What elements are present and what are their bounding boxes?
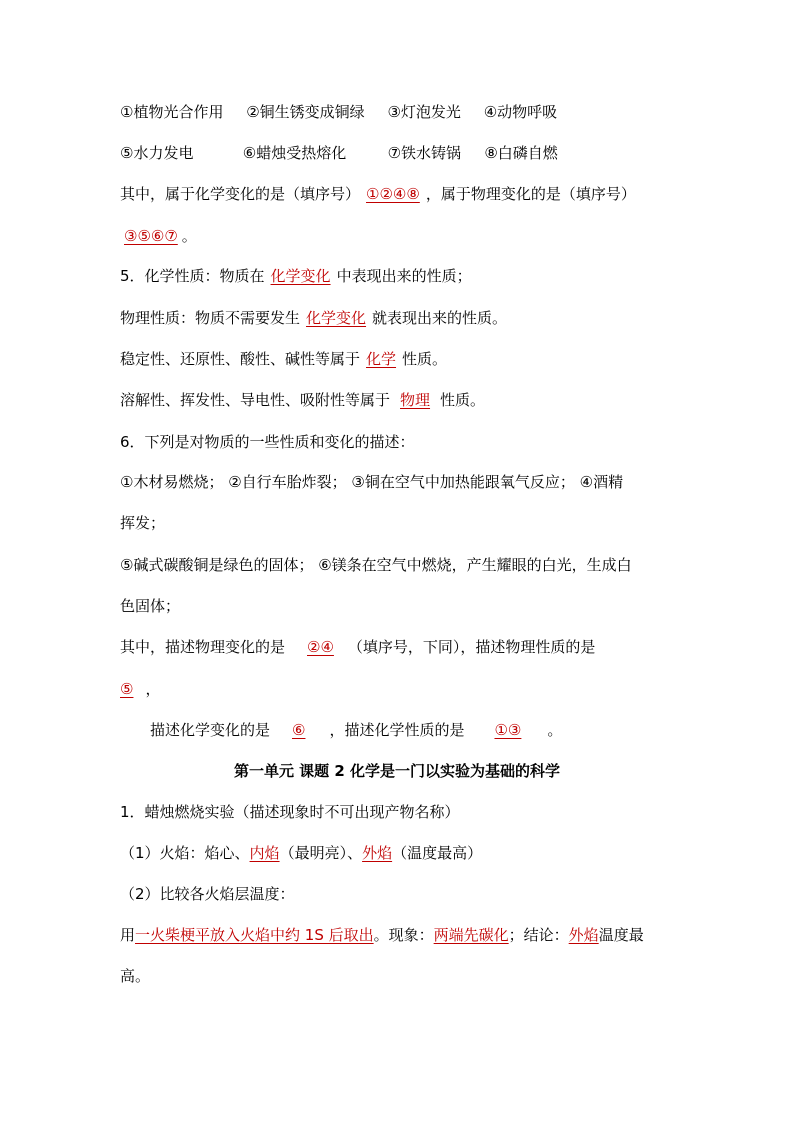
definition-text: 中表现出来的性质； xyxy=(336,267,472,285)
method-text: 用 xyxy=(120,926,136,944)
answer-chemical-change: 化学变化 xyxy=(306,309,367,327)
answer-method: 一火柴梗平放入火焰中约 1S 后取出 xyxy=(135,926,374,944)
option-2: ②铜生锈变成铜绿 xyxy=(246,103,365,121)
question-text: 其中，属于化学变化的是（填序号） xyxy=(120,185,361,203)
answer-conclusion: 外焰 xyxy=(568,926,599,944)
prompt-text: （填序号，下同），描述物理性质的是 xyxy=(347,638,596,656)
option-1: ①植物光合作用 xyxy=(120,103,224,121)
answer-physical: 物理 xyxy=(400,391,431,409)
definition-text: 5．化学性质：物质在 xyxy=(120,267,265,285)
section-title: 第一单元 课题 2 化学是一门以实验为基础的科学 xyxy=(233,762,561,780)
option-3: ③灯泡发光 xyxy=(387,103,461,121)
flame-text: （最明亮）、 xyxy=(279,844,363,862)
question-6-items-1: ①木材易燃烧； ②自行车胎炸裂； ③铜在空气中加热能跟氧气反应； ④酒精 xyxy=(120,473,624,491)
method-text: 。现象： xyxy=(373,926,434,944)
answer-chemical-property: ①③ xyxy=(494,721,522,739)
option-5: ⑤水力发电 xyxy=(120,144,194,162)
temperature-conclusion-end: 高。 xyxy=(120,967,151,985)
punctuation: 。 xyxy=(181,227,197,245)
answer-line-4 xyxy=(120,226,197,246)
statement-text: 溶解性、挥发性、导电性、吸附性等属于 xyxy=(120,391,391,409)
answer-outer-flame: 外焰 xyxy=(362,844,393,862)
answer-phenomenon: 两端先碳化 xyxy=(433,926,509,944)
answer-chemical: 化学 xyxy=(366,350,397,368)
method-text: 温度最 xyxy=(598,926,644,944)
answer-chemical-changes: ①②④⑧ xyxy=(366,185,420,203)
definition-physical-property xyxy=(120,308,507,328)
question-line-3 xyxy=(120,184,636,204)
statement-chemical xyxy=(120,349,447,369)
method-text: ；结论： xyxy=(508,926,569,944)
punctuation: ， xyxy=(145,680,161,698)
option-8: ⑧白磷自燃 xyxy=(484,144,558,162)
flame-text: （1）火焰：焰心、 xyxy=(120,844,250,862)
definition-text: 就表现出来的性质。 xyxy=(372,309,508,327)
answer-physical-change: ②④ xyxy=(307,638,334,656)
option-7: ⑦铁水铸锅 xyxy=(387,144,462,162)
answer-chemical-change: ⑥ xyxy=(292,721,306,739)
temperature-heading: （2）比较各火焰层温度： xyxy=(120,885,295,903)
definition-text: 物理性质：物质不需要发生 xyxy=(120,309,301,327)
answer-chemical-change: 化学变化 xyxy=(270,267,331,285)
prompt-text: 其中，描述物理变化的是 xyxy=(120,638,286,656)
question-text: ，属于物理变化的是（填序号） xyxy=(425,185,636,203)
question-6-items-4: 色固体； xyxy=(120,597,181,615)
answer-physical-property: ⑤ xyxy=(120,680,134,698)
answer-physical-property-line xyxy=(120,679,160,699)
punctuation: 。 xyxy=(547,721,563,739)
question-6-items-2: 挥发； xyxy=(120,514,166,532)
question-6-prompt-2 xyxy=(150,720,562,740)
question-6-items-3: ⑤碱式碳酸铜是绿色的固体； ⑥镁条在空气中燃烧，产生耀眼的白光，生成白 xyxy=(120,556,632,574)
prompt-text: 描述化学变化的是 xyxy=(150,721,271,739)
option-6: ⑥蜡烛受热熔化 xyxy=(242,144,347,162)
statement-physical xyxy=(120,390,485,410)
temperature-method-line xyxy=(120,925,644,945)
option-4: ④动物呼吸 xyxy=(483,103,558,121)
prompt-text: ，描述化学性质的是 xyxy=(329,721,465,739)
statement-text: 性质。 xyxy=(440,391,486,409)
flame-text: （温度最高） xyxy=(392,844,483,862)
question-6-heading: 6．下列是对物质的一些性质和变化的描述： xyxy=(120,433,415,451)
flame-layers-line xyxy=(120,843,482,863)
option-line-2 xyxy=(120,143,558,163)
experiment-heading: 1．蜡烛燃烧实验（描述现象时不可出现产物名称） xyxy=(120,803,460,821)
answer-inner-flame: 内焰 xyxy=(249,844,280,862)
option-line-1 xyxy=(120,102,557,122)
statement-text: 稳定性、还原性、酸性、碱性等属于 xyxy=(120,350,361,368)
statement-text: 性质。 xyxy=(402,350,448,368)
question-6-prompt xyxy=(120,637,595,657)
definition-chemical-property xyxy=(120,266,472,286)
answer-physical-changes: ③⑤⑥⑦ xyxy=(124,227,178,245)
